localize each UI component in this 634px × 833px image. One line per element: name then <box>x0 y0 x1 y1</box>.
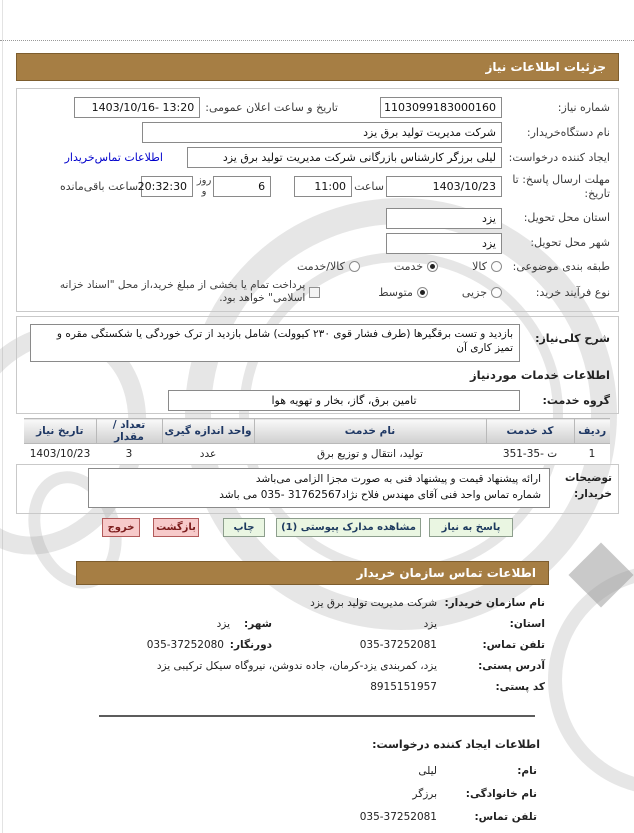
section-header-buyer-contact: اطلاعات تماس سازمان خریدار <box>76 561 549 585</box>
creator-name-label: نام: <box>517 765 537 777</box>
radio-option-goods-service[interactable]: کالا/خدمت <box>297 260 360 274</box>
section-divider <box>99 715 535 717</box>
radio-icon[interactable] <box>491 261 502 272</box>
postal-code-label: کد پستی: <box>495 681 545 693</box>
deadline-date-field[interactable]: 1403/10/23 <box>386 176 502 197</box>
buyer-notes-line2: شماره تماس واحد فنی آقای مهندس فلاح نژاد31762567 -035 می باشد <box>219 489 541 502</box>
col-row-number: ردیف <box>574 419 610 444</box>
city-label: شهر: <box>244 618 272 630</box>
phone-value: 035-37252081 <box>359 639 437 651</box>
service-items-table <box>24 418 610 465</box>
remaining-days-label: روز و <box>196 175 212 197</box>
services-info-heading: اطلاعات خدمات موردنیاز <box>470 368 610 382</box>
radio-option-medium[interactable]: متوسط <box>378 286 428 300</box>
creator-surname-label: نام خانوادگی: <box>465 788 537 800</box>
announce-datetime-field[interactable]: 1403/10/16- 13:20 <box>74 97 200 118</box>
buyer-contact-link[interactable]: اطلاعات تماس‌خریدار <box>64 151 163 164</box>
treasury-checkbox[interactable]: پرداخت تمام یا بخشی از مبلغ خرید،از محل "اسناد خزانه اسلامی" خواهد بود. <box>25 279 320 305</box>
delivery-province-label: استان محل تحویل: <box>523 211 610 225</box>
col-service-code: کد خدمت <box>486 419 574 444</box>
service-group-field[interactable]: تامین برق، گاز، بخار و تهویه هوا <box>168 390 520 411</box>
creator-info-heading: اطلاعات ایجاد کننده درخواست: <box>372 738 540 751</box>
col-unit: واحد اندازه گیری <box>162 419 254 444</box>
watermark-triangle <box>568 542 633 607</box>
creator-phone-label: تلفن تماس: <box>474 811 537 823</box>
phone-label: تلفن تماس: <box>482 639 545 651</box>
buyer-notes-field[interactable] <box>88 468 550 508</box>
view-attachments-button[interactable]: مشاهده مدارک پیوستی (1) <box>276 518 421 537</box>
org-name-label: نام سازمان خریدار: <box>444 597 545 609</box>
creator-phone-value: 035-37252081 <box>359 811 437 823</box>
announce-datetime-label: تاریخ و ساعت اعلان عمومی: <box>205 100 338 114</box>
province-value: یزد <box>423 618 437 630</box>
checkbox-icon[interactable] <box>309 287 320 298</box>
creator-surname-value: برزگر <box>412 788 437 800</box>
radio-icon[interactable] <box>417 287 428 298</box>
request-creator-block <box>77 765 537 833</box>
response-deadline-label: مهلت ارسال پاسخ: تا تاریخ: <box>512 173 610 200</box>
remaining-hours-label: ساعت باقی‌مانده <box>59 179 139 193</box>
deadline-hour-label: ساعت <box>354 179 384 193</box>
purchase-process-label: نوع فرآیند خرید: <box>535 285 610 299</box>
radio-icon[interactable] <box>427 261 438 272</box>
radio-option-goods[interactable]: کالا <box>472 260 502 274</box>
buyer-notes-label: توضیحات خریدار: <box>564 472 612 500</box>
need-info-panel <box>16 88 619 312</box>
org-name-value: شرکت مدیریت تولید برق یزد <box>310 597 437 609</box>
cell-service-code: 351-35- ت <box>486 444 574 465</box>
need-description-field[interactable]: بازدید و تست برقگیرها (طرف فشار قوی ۲۳۰ کیوولت) شامل بازدید از ترک خوردگی یا شکستگی مقره و تمیز کاری آن <box>30 324 520 362</box>
radio-icon[interactable] <box>491 287 502 298</box>
fax-value: 035-37252080 <box>146 639 224 651</box>
postal-address-value: یزد، کمربندی یزد-کرمان، جاده ندوشن، نیروگاه سیکل ترکیبی یزد <box>156 660 437 672</box>
buyer-contact-block <box>65 597 545 702</box>
deadline-time-field[interactable]: 11:00 <box>294 176 352 197</box>
delivery-province-field[interactable]: یزد <box>386 208 502 229</box>
cell-row-number: 1 <box>574 444 610 465</box>
creator-name-value: لیلی <box>418 765 437 777</box>
radio-option-service[interactable]: خدمت <box>394 260 438 274</box>
cell-quantity: 3 <box>96 444 162 465</box>
remaining-hours-field[interactable]: 20:32:30 <box>141 176 193 197</box>
remaining-days-field[interactable]: 6 <box>213 176 271 197</box>
buyer-notes-panel <box>16 464 619 514</box>
exit-button[interactable]: خروج <box>102 518 140 537</box>
fax-label: دورنگار: <box>229 639 272 651</box>
need-description-panel <box>16 316 619 414</box>
back-button[interactable]: بازگشت <box>153 518 199 537</box>
postal-code-value: 8915151957 <box>370 681 437 693</box>
buyer-org-label: نام دستگاه‌خریدار: <box>526 125 610 139</box>
request-creator-label: ایجاد کننده درخواست: <box>508 150 610 164</box>
radio-option-minor[interactable]: جزیی <box>462 286 502 300</box>
need-description-label: شرح کلی‌نیاز: <box>535 332 610 345</box>
delivery-city-field[interactable]: یزد <box>386 233 502 254</box>
table-header-row <box>24 419 610 444</box>
cell-need-date: 1403/10/23 <box>24 444 96 465</box>
action-buttons-row <box>102 518 513 537</box>
col-need-date: تاریخ نیاز <box>24 419 96 444</box>
cell-service-name: تولید، انتقال و توزیع برق <box>254 444 486 465</box>
need-number-field[interactable]: 1103099183000160 <box>380 97 502 118</box>
buyer-notes-line1: ارائه پیشنهاد قیمت و پیشنهاد فنی به صورت مجزا الزامی می‌باشد <box>255 473 541 485</box>
buyer-org-field[interactable]: شرکت مدیریت تولید برق یزد <box>142 122 502 143</box>
subject-classification-label: طبقه بندی موضوعی: <box>512 259 610 273</box>
table-row <box>24 444 610 465</box>
col-service-name: نام خدمت <box>254 419 486 444</box>
col-quantity: تعداد / مقدار <box>96 419 162 444</box>
delivery-city-label: شهر محل تحویل: <box>530 236 610 250</box>
service-group-label: گروه خدمت: <box>542 394 610 407</box>
respond-button[interactable]: پاسخ به نیاز <box>429 518 513 537</box>
request-creator-field[interactable]: لیلی برزگر کارشناس بازرگانی شرکت مدیریت تولید برق یزد <box>187 147 502 168</box>
postal-address-label: آدرس پستی: <box>478 660 545 672</box>
top-dotted-separator <box>0 40 634 41</box>
section-header-need-details: جزئیات اطلاعات نیاز <box>16 53 619 81</box>
city-value: یزد <box>216 618 230 630</box>
radio-icon[interactable] <box>349 261 360 272</box>
page-left-edge <box>2 0 3 833</box>
province-label: استان: <box>509 618 545 630</box>
need-number-label: شماره نیاز: <box>557 100 610 114</box>
cell-unit: عدد <box>162 444 254 465</box>
print-button[interactable]: چاپ <box>223 518 265 537</box>
